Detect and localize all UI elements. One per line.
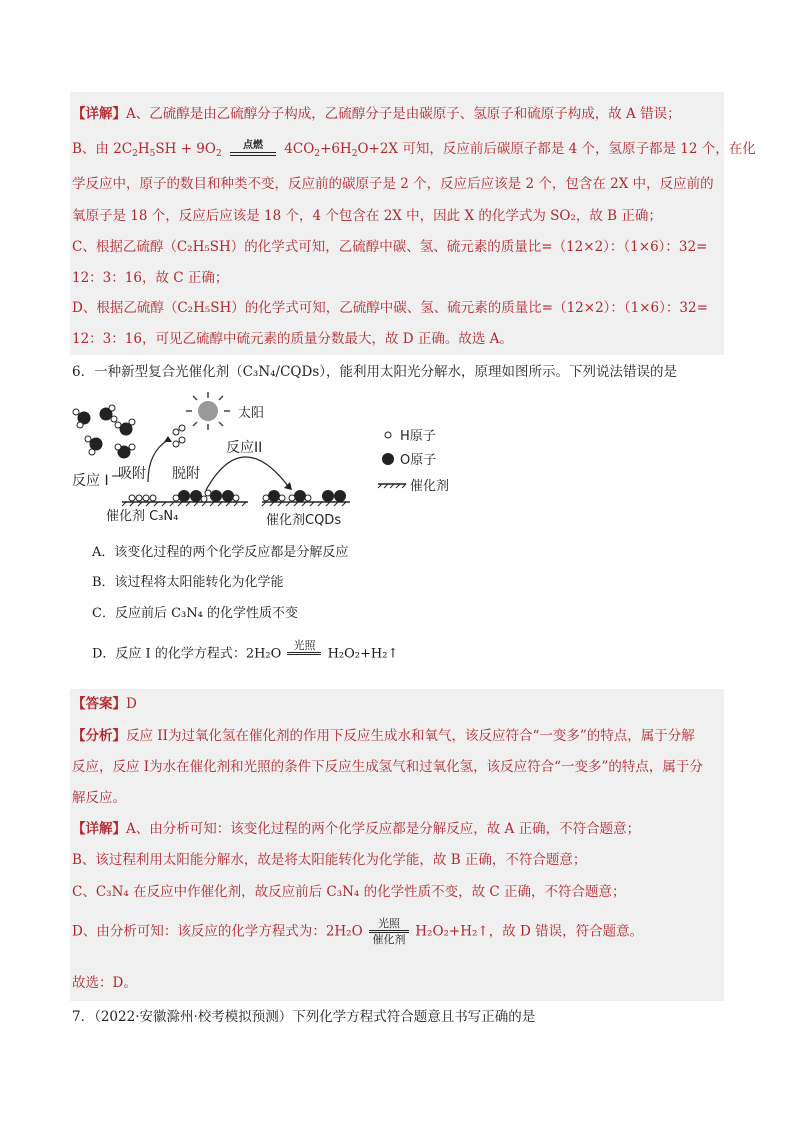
question-6-stem: 6．一种新型复合光催化剂（C₃N₄/CQDs），能利用太阳光分解水，原理如图所示。下列说法错误的是 [72, 364, 678, 380]
catalyst-1-label: 催化剂 C₃N₄ [106, 509, 179, 524]
ignite-arrow: 点燃 [230, 140, 276, 160]
catalyst-cqds [262, 490, 350, 506]
h-atom-icon [385, 432, 391, 438]
choice-c: C．反应前后 C₃N₄ 的化学性质不变 [92, 606, 298, 621]
analysis-line-2: 反应，反应 I为水在催化剂和光照的条件下反应生成氢气和过氧化氢，该反应符合“一变多”的特点，属于分 [72, 759, 703, 775]
catalyst-2-label: 催化剂CQDs [266, 513, 342, 528]
detail-line-5: C、根据乙硫醇（C₂H₅SH）的化学式可知，乙硫醇中碳、氢、硫元素的质量比=（12×2）：（1×6）：32= [72, 239, 708, 255]
desorb-label: 脱附 [172, 466, 200, 482]
detail2-tag: 【详解】 [72, 821, 126, 837]
sun-icon [186, 392, 230, 430]
water-molecules [73, 405, 135, 458]
choice-d: D．反应 I 的化学方程式：2H₂O 光照 H₂O₂+H₂↑ [92, 640, 398, 668]
legend-h-label: H原子 [400, 429, 436, 444]
detail2-line-2: B、该过程利用太阳能分解水，故是将太阳能转化为化学能，故 B 正确，不符合题意； [72, 852, 587, 868]
sun-label: 太阳 [238, 406, 265, 421]
legend-o-label: O原子 [400, 453, 437, 468]
detail2-line-4: D、由分析可知：该反应的化学方程式为：2H₂O $\frac{\text{光照}}{\text{催化剂}}$ H₂O₂+H₂↑，故 D 错误，符合题意。 [72, 917, 644, 946]
light-arrow: 光照 [287, 640, 321, 668]
reaction-diagram [66, 392, 486, 532]
detail-line-2: B、由 $2C_2H_5SH + 9O_2$ 点燃 $4CO_2+6H_2O+2X$ 可知，反应前后碳原子都是 4 个，氢原子都是 12 个，在化 [72, 139, 756, 159]
catalyst-arrow: $\frac{\text{光照}}{\text{催化剂}}$ [369, 918, 409, 946]
detail-tag: 【详解】 [72, 106, 126, 122]
reaction-1-label: 反应 I [72, 473, 109, 489]
detail-line-3: 学反应中，原子的数目和种类不变，反应前的碳原子是 2 个，反应后应该是 2 个，包含在 2X 中，反应前的 [72, 176, 714, 192]
detail-line-4: 氧原子是 18 个，反应后应该是 18 个，4 个包含在 2X 中，因此 X 的化学式为 SO₂，故 B 正确； [72, 208, 662, 224]
legend [378, 429, 449, 494]
reaction-2-label: 反应II [226, 440, 263, 456]
analysis-line-1: 【分析】反应 II为过氧化氢在催化剂的作用下反应生成水和氧气，该反应符合“一变多”的特点，属于分解 [72, 728, 695, 744]
detail2-line-5: 故选：D。 [72, 975, 137, 991]
analysis-line-3: 解反应。 [72, 790, 126, 806]
o-atom-icon [382, 453, 394, 465]
detail-line-6: 12：3：16，故 C 正确； [72, 270, 229, 286]
detail2-line-3: C、C₃N₄ 在反应中作催化剂，故反应前后 C₃N₄ 的化学性质不变，故 C 正确，不符合题意； [72, 884, 626, 900]
choice-a: A．该变化过程的两个化学反应都是分解反应 [92, 545, 349, 560]
legend-catalyst-label: 催化剂 [410, 479, 450, 494]
question-7-stem: 7．（2022·安徽滁州·校考模拟预测）下列化学方程式符合题意且书写正确的是 [72, 1009, 536, 1025]
detail2-line-1: 【详解】A、由分析可知：该变化过程的两个化学反应都是分解反应，故 A 正确，不符合题意； [72, 821, 641, 837]
answer-value: D [126, 696, 137, 712]
analysis-tag: 【分析】 [72, 728, 126, 744]
catalyst-icon [378, 484, 406, 488]
answer-tag: 【答案】 [72, 696, 126, 712]
detail-line-7: D、根据乙硫醇（C₂H₅SH）的化学式可知，乙硫醇中碳、氢、硫元素的质量比=（12×2）：（1×6）：32= [72, 300, 708, 316]
answer-line [72, 694, 137, 714]
hydrogen-molecules [173, 425, 185, 447]
detail-line-1: 【详解】A、乙硫醇是由乙硫醇分子构成，乙硫醇分子是由碳原子、氢原子和硫原子构成，故 A 错误； [72, 106, 681, 122]
catalyst-c3n4 [122, 490, 248, 506]
detail-line-8: 12：3：16，可见乙硫醇中硫元素的质量分数最大，故 D 正确。故选 A。 [72, 331, 513, 347]
choice-b: B．该过程将太阳能转化为化学能 [92, 575, 284, 590]
adsorb-label: 吸附 [118, 466, 146, 482]
